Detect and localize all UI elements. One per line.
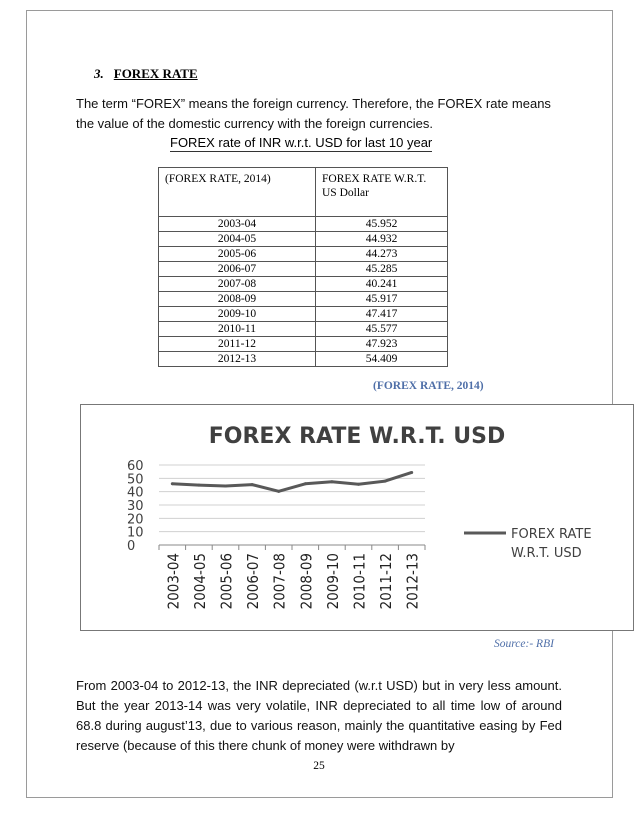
x-tick-label: 2003-04 — [164, 553, 183, 610]
data-point — [384, 480, 387, 483]
data-point — [277, 490, 280, 493]
rate-cell: 47.923 — [316, 337, 448, 352]
table-header-cell: (FOREX RATE, 2014) — [159, 168, 316, 217]
y-tick-label: 30 — [127, 499, 144, 514]
year-cell: 2004-05 — [159, 232, 316, 247]
data-point — [224, 484, 227, 487]
table-header-row — [159, 168, 448, 217]
data-point — [304, 482, 307, 485]
legend-label: FOREX RATE — [511, 527, 592, 542]
x-tick-label: 2011-12 — [377, 553, 396, 610]
table-row — [159, 352, 448, 367]
table-row — [159, 322, 448, 337]
forex-table — [158, 167, 448, 367]
chart-title: FOREX RATE W.R.T. USD — [208, 424, 506, 449]
data-point — [251, 483, 254, 486]
x-tick-label: 2005-06 — [217, 553, 236, 610]
section-number: 3. — [94, 66, 104, 81]
year-cell: 2003-04 — [159, 217, 316, 232]
table-row — [159, 307, 448, 322]
page-number: 25 — [313, 760, 325, 772]
section-heading — [94, 66, 198, 82]
x-tick-label: 2008-09 — [297, 553, 316, 610]
table-row — [159, 337, 448, 352]
x-tick-label: 2006-07 — [244, 553, 263, 610]
y-tick-label: 40 — [127, 485, 144, 501]
forex-line-chart — [81, 405, 633, 630]
series-line — [172, 472, 411, 491]
year-cell: 2008-09 — [159, 292, 316, 307]
y-tick-label: 0 — [127, 539, 136, 554]
table-caption: FOREX rate of INR w.r.t. USD for last 10 year — [170, 135, 433, 150]
year-cell: 2009-10 — [159, 307, 316, 322]
year-cell: 2010-11 — [159, 322, 316, 337]
y-tick-label: 50 — [127, 472, 144, 488]
year-cell: 2005-06 — [159, 247, 316, 262]
data-point — [330, 480, 333, 483]
data-point — [410, 471, 413, 474]
table-source: (FOREX RATE, 2014) — [373, 380, 484, 392]
year-cell: 2007-08 — [159, 277, 316, 292]
table-row — [159, 217, 448, 232]
y-tick-label: 20 — [127, 512, 144, 528]
rate-cell: 47.417 — [316, 307, 448, 322]
rate-cell: 40.241 — [316, 277, 448, 292]
table-header-cell: FOREX RATE W.R.T. US Dollar — [316, 168, 448, 217]
chart-container — [80, 404, 634, 631]
x-tick-label: 2007-08 — [270, 553, 289, 610]
x-tick-label: 2004-05 — [190, 553, 209, 610]
rate-cell: 45.952 — [316, 217, 448, 232]
section-title: FOREX RATE — [113, 66, 198, 81]
x-tick-label: 2010-11 — [350, 553, 369, 610]
rate-cell: 45.577 — [316, 322, 448, 337]
data-point — [171, 482, 174, 485]
y-tick-label: 60 — [127, 459, 144, 474]
table-row — [159, 292, 448, 307]
data-point — [197, 484, 200, 487]
x-tick-label: 2009-10 — [323, 553, 342, 610]
table-row — [159, 232, 448, 247]
rate-cell: 45.917 — [316, 292, 448, 307]
rate-cell: 44.932 — [316, 232, 448, 247]
body-paragraph: From 2003-04 to 2012-13, the INR depreciated (w.r.t USD) but in very less amount. But the year 2013-14 was very volatile, INR depreciated to all time low of around 68.8 during august’13, due to various reason, mainly the quantitative easing by Fed reserve (because of this there chunk of money were withdrawn by — [76, 678, 562, 753]
intro-paragraph: The term “FOREX” means the foreign currency. Therefore, the FOREX rate means the value of the domestic currency with the foreign currencies. — [76, 96, 551, 131]
year-cell: 2012-13 — [159, 352, 316, 367]
y-tick-label: 10 — [127, 525, 144, 541]
chart-source: Source:- RBI — [494, 638, 554, 650]
rate-cell: 54.409 — [316, 352, 448, 367]
rate-cell: 45.285 — [316, 262, 448, 277]
table-row — [159, 277, 448, 292]
year-cell: 2006-07 — [159, 262, 316, 277]
table-row — [159, 247, 448, 262]
data-point — [357, 483, 360, 486]
legend-label: W.R.T. USD — [511, 546, 582, 561]
table-row — [159, 262, 448, 277]
year-cell: 2011-12 — [159, 337, 316, 352]
rate-cell: 44.273 — [316, 247, 448, 262]
x-tick-label: 2012-13 — [403, 553, 422, 610]
